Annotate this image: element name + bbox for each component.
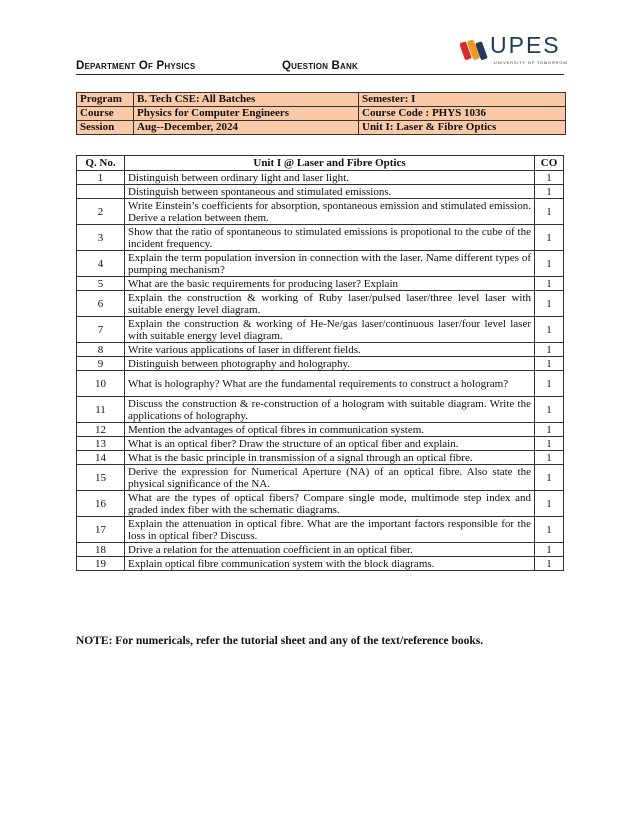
table-row (77, 291, 564, 317)
question-text: Explain optical fibre communication system with the block diagrams. (125, 557, 535, 571)
table-row (77, 277, 564, 291)
table-row (77, 491, 564, 517)
question-number: 3 (77, 225, 125, 251)
department-title: Department Of Physics (76, 60, 196, 72)
question-text: Explain the attenuation in optical fibre. What are the important factors responsible for the loss in optical fiber? Discuss. (125, 517, 535, 543)
question-number: 14 (77, 451, 125, 465)
course-info-table (76, 92, 566, 135)
question-text: Derive the expression for Numerical Aperture (NA) of an optical fibre. Also state the physical significance of the NA. (125, 465, 535, 491)
question-co: 1 (535, 317, 564, 343)
question-text: Distinguish between photography and holography. (125, 357, 535, 371)
section-title: Question Bank (282, 60, 358, 72)
question-number: 12 (77, 423, 125, 437)
question-co: 1 (535, 199, 564, 225)
question-text: What is holography? What are the fundamental requirements to construct a hologram? (125, 371, 535, 397)
table-row (77, 185, 564, 199)
table-row (77, 171, 564, 185)
header-co: CO (535, 156, 564, 171)
question-co: 1 (535, 491, 564, 517)
question-text: Explain the construction & working of He-Ne/gas laser/continuous laser/four level laser with suitable energy level diagram. (125, 317, 535, 343)
table-row (77, 423, 564, 437)
question-co: 1 (535, 343, 564, 357)
question-text: Write various applications of laser in different fields. (125, 343, 535, 357)
question-text: Distinguish between spontaneous and stimulated emissions. (125, 185, 535, 199)
table-row (77, 557, 564, 571)
course-code-value: Course Code : PHYS 1036 (359, 107, 566, 121)
question-number: 15 (77, 465, 125, 491)
question-co: 1 (535, 185, 564, 199)
table-row (77, 397, 564, 423)
question-co: 1 (535, 371, 564, 397)
table-row (77, 357, 564, 371)
question-text: Write Einstein’s coefficients for absorption, spontaneous emission and stimulated emission. Derive a relation between them. (125, 199, 535, 225)
info-row-session (77, 121, 566, 135)
question-co: 1 (535, 225, 564, 251)
question-co: 1 (535, 171, 564, 185)
table-row (77, 437, 564, 451)
table-row (77, 343, 564, 357)
info-row-course (77, 107, 566, 121)
logo-mark-icon (460, 36, 490, 66)
question-co: 1 (535, 557, 564, 571)
question-bank-table (76, 155, 564, 571)
session-label: Session (77, 121, 134, 135)
question-co: 1 (535, 437, 564, 451)
question-text: Explain the term population inversion in connection with the laser. Name different types of pumping mechanism? (125, 251, 535, 277)
table-row (77, 317, 564, 343)
question-number: 1 (77, 171, 125, 185)
question-number: 8 (77, 343, 125, 357)
table-row (77, 371, 564, 397)
question-text: Show that the ratio of spontaneous to stimulated emissions is propotional to the cube of the incident frequency. (125, 225, 535, 251)
program-label: Program (77, 93, 134, 107)
question-co: 1 (535, 543, 564, 557)
table-row (77, 543, 564, 557)
question-text: What are the basic requirements for producing laser? Explain (125, 277, 535, 291)
question-co: 1 (535, 291, 564, 317)
question-number: 16 (77, 491, 125, 517)
question-co: 1 (535, 423, 564, 437)
question-co: 1 (535, 251, 564, 277)
question-number: 10 (77, 371, 125, 397)
question-text: What is the basic principle in transmission of a signal through an optical fibre. (125, 451, 535, 465)
table-row (77, 199, 564, 225)
question-number: 4 (77, 251, 125, 277)
header-qno: Q. No. (77, 156, 125, 171)
program-value: B. Tech CSE: All Batches (134, 93, 359, 107)
question-number: 17 (77, 517, 125, 543)
footer-note: NOTE: For numericals, refer the tutorial sheet and any of the text/reference books. (76, 635, 484, 647)
header-unit: Unit I @ Laser and Fibre Optics (125, 156, 535, 171)
table-row (77, 465, 564, 491)
table-row (77, 225, 564, 251)
question-number: 2 (77, 199, 125, 225)
header-rule (76, 74, 564, 75)
question-text: What is an optical fiber? Draw the structure of an optical fiber and explain. (125, 437, 535, 451)
table-row (77, 517, 564, 543)
question-number: 6 (77, 291, 125, 317)
question-co: 1 (535, 397, 564, 423)
logo-tagline: UNIVERSITY OF TOMORROW (494, 60, 568, 65)
question-number: 11 (77, 397, 125, 423)
course-value: Physics for Computer Engineers (134, 107, 359, 121)
question-text: Mention the advantages of optical fibres in communication system. (125, 423, 535, 437)
question-number: 13 (77, 437, 125, 451)
question-number (77, 185, 125, 199)
question-number: 7 (77, 317, 125, 343)
question-co: 1 (535, 277, 564, 291)
question-text: What are the types of optical fibers? Compare single mode, multimode step index and graded index fiber with the schematic diagrams. (125, 491, 535, 517)
question-number: 19 (77, 557, 125, 571)
question-text: Distinguish between ordinary light and laser light. (125, 171, 535, 185)
question-co: 1 (535, 465, 564, 491)
question-co: 1 (535, 517, 564, 543)
table-row (77, 451, 564, 465)
table-header-row (77, 156, 564, 171)
course-label: Course (77, 107, 134, 121)
question-number: 9 (77, 357, 125, 371)
unit-value: Unit I: Laser & Fibre Optics (359, 121, 566, 135)
question-text: Explain the construction & working of Ruby laser/pulsed laser/three level laser with suitable energy level diagram. (125, 291, 535, 317)
question-co: 1 (535, 451, 564, 465)
question-number: 5 (77, 277, 125, 291)
info-row-program (77, 93, 566, 107)
question-text: Drive a relation for the attenuation coefficient in an optical fiber. (125, 543, 535, 557)
semester-value: Semester: I (359, 93, 566, 107)
upes-logo (460, 32, 570, 70)
table-row (77, 251, 564, 277)
question-number: 18 (77, 543, 125, 557)
logo-wordmark: UPES (490, 32, 561, 58)
question-text: Discuss the construction & re-construction of a hologram with suitable diagram. Write the applications of holography. (125, 397, 535, 423)
question-co: 1 (535, 357, 564, 371)
session-value: Aug--December, 2024 (134, 121, 359, 135)
